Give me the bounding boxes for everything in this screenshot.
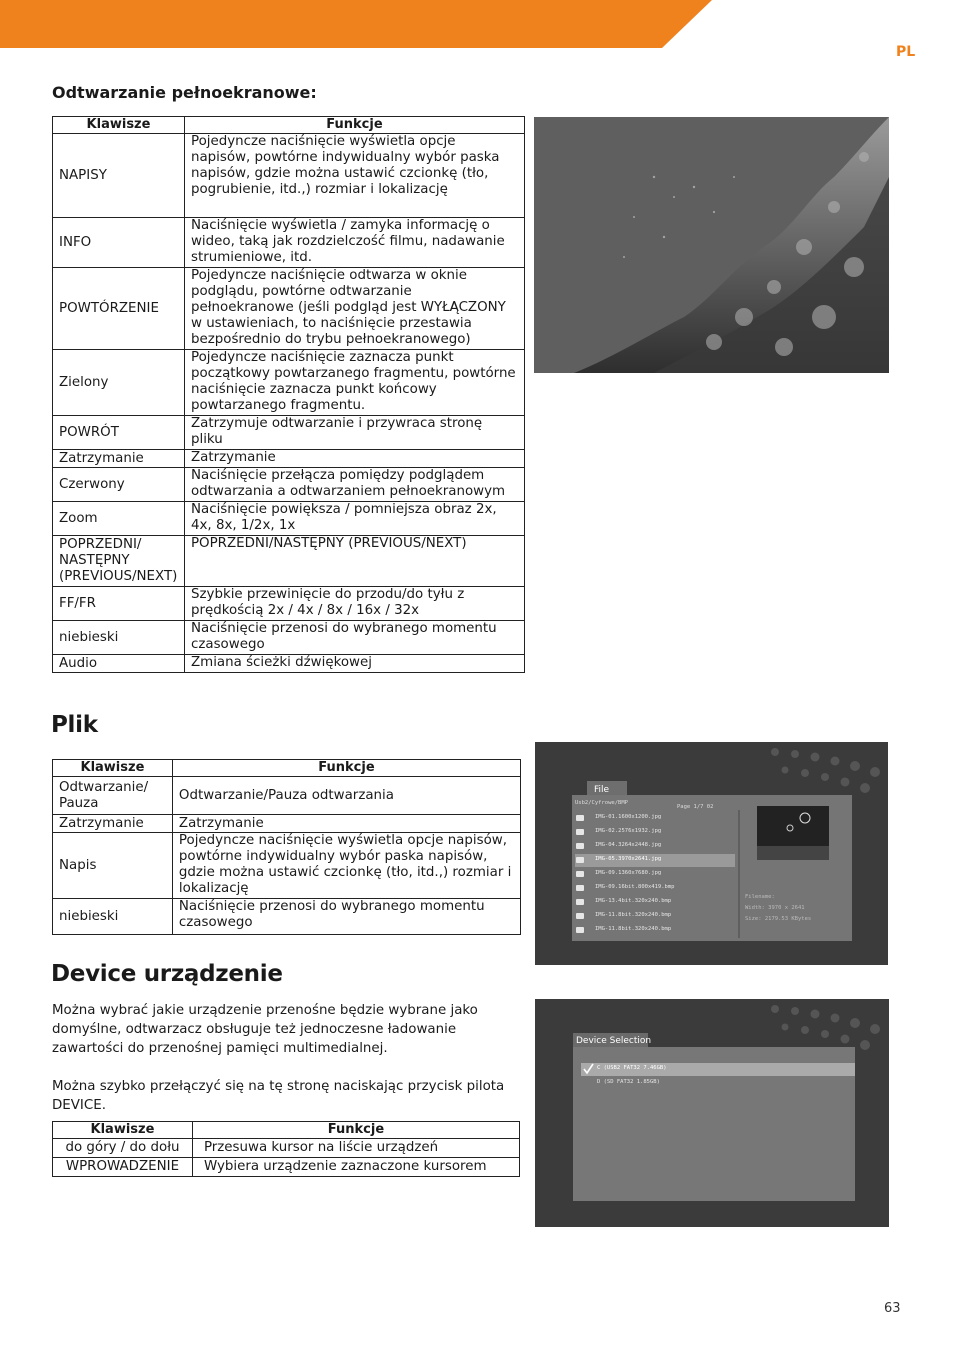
key-cell: Audio: [53, 655, 185, 673]
file-info-bytes: Size: 2179.53 KBytes: [745, 916, 812, 922]
header-functions: Funkcje: [192, 1122, 519, 1139]
table-row: [53, 268, 525, 350]
device-paragraph-1: Można wybrać jakie urządzenie przenośne będzie wybrane jako domyślne, odtwarzacz obsługuje też jednoczesne ładowanie zawartości do przenośnej pamięci multimedialnej.: [52, 1003, 478, 1056]
function-cell: Szybkie przewinięcie do przodu/do tyłu z prędkością 2x / 4x / 8x / 16x / 32x: [184, 587, 524, 621]
key-cell: POWRÓT: [53, 416, 185, 450]
device-item-selected[interactable]: C (USB2 FAT32 7.46GB): [597, 1065, 667, 1071]
file-item[interactable]: IMG-01.1600x1200.jpg: [595, 814, 662, 820]
header-functions: Funkcje: [172, 760, 520, 777]
function-cell: Pojedyncze naciśnięcie odtwarza w oknie podglądu, powtórne odtwarzanie pełnoekranowe (jeśli podgląd jest WYŁĄCZONY w ustawieniach, to naciśnięcie przestawia bezpośrednio do trybu pełnoekranowego): [184, 268, 524, 350]
key-cell: Zoom: [53, 502, 185, 536]
file-browser-screenshot: [535, 742, 888, 965]
key-cell: Zatrzymanie: [53, 450, 185, 468]
camera-icon: [576, 885, 584, 891]
device-keys-table: [52, 1121, 520, 1177]
file-section-title: Plik: [51, 712, 98, 738]
header-orange-bar: [0, 0, 954, 50]
camera-icon: [576, 927, 584, 933]
table-row: [53, 350, 525, 416]
header-keys: Klawisze: [53, 117, 185, 134]
table-row: [53, 899, 521, 935]
file-item-selected[interactable]: IMG-05.3970x2641.jpg: [595, 856, 662, 862]
table-row: [53, 468, 525, 502]
file-item[interactable]: IMG-11.8bit.320x240.bmp: [595, 912, 672, 918]
function-cell: POPRZEDNI/NASTĘPNY (PREVIOUS/NEXT): [184, 536, 524, 587]
key-cell: Zatrzymanie: [53, 815, 173, 833]
key-cell: FF/FR: [53, 587, 185, 621]
file-item[interactable]: IMG-13.4bit.320x240.bmp: [595, 898, 672, 904]
table-row: [53, 777, 521, 815]
camera-icon: [576, 857, 584, 863]
table-header-row: [53, 117, 525, 134]
table-header-row: [53, 760, 521, 777]
reef-photo: [534, 117, 889, 373]
function-cell: Wybiera urządzenie zaznaczone kursorem: [192, 1158, 519, 1177]
camera-icon: [576, 829, 584, 835]
folder-path: Usb2/Cyfrowe/BMP: [575, 800, 628, 806]
table-row: [53, 1158, 520, 1177]
key-cell: niebieski: [53, 621, 185, 655]
table-row: [53, 502, 525, 536]
key-cell: do góry / do dołu: [53, 1139, 193, 1158]
page-indicator: Page 1/7 02: [677, 804, 714, 810]
camera-icon: [576, 913, 584, 919]
function-cell: Naciśnięcie wyświetla / zamyka informację o wideo, taką jak rozdzielczość filmu, nadawanie strumieniowe, itd.: [184, 218, 524, 268]
key-cell: niebieski: [53, 899, 173, 935]
table-row: [53, 416, 525, 450]
table-row: [53, 450, 525, 468]
function-cell: Pojedyncze naciśnięcie wyświetla opcje napisów, powtórne indywidualny wybór paska napisów, gdzie można ustawić czcionkę (tło, itd.,) rozmiar i lokalizację: [172, 833, 520, 899]
table-row: [53, 1139, 520, 1158]
header-functions: Funkcje: [184, 117, 524, 134]
file-keys-table: [52, 759, 521, 935]
table-header-row: [53, 1122, 520, 1139]
device-selection-screenshot: [535, 999, 889, 1227]
function-cell: Pojedyncze naciśnięcie zaznacza punkt początkowy powtarzanego fragmentu, powtórne naciśnięcie zaznacza punkt końcowy powtarzanego fragmentu.: [184, 350, 524, 416]
file-info-size: Width: 3970 x 2641: [745, 905, 805, 911]
file-tab[interactable]: File: [594, 785, 610, 795]
key-cell: NAPISY: [53, 134, 185, 218]
function-cell: Przesuwa kursor na liście urządzeń: [192, 1139, 519, 1158]
table-row: [53, 218, 525, 268]
function-cell: Naciśnięcie powiększa / pomniejsza obraz 2x, 4x, 8x, 1/2x, 1x: [184, 502, 524, 536]
table-row: [53, 621, 525, 655]
key-cell: Napis: [53, 833, 173, 899]
key-cell: POPRZEDNI/ NASTĘPNY (PREVIOUS/NEXT): [53, 536, 185, 587]
fullscreen-keys-table: [52, 116, 525, 673]
function-cell: Zatrzymanie: [172, 815, 520, 833]
camera-icon: [576, 871, 584, 877]
header-keys: Klawisze: [53, 1122, 193, 1139]
file-info-name: Filename:: [745, 894, 775, 900]
function-cell: Zatrzymanie: [184, 450, 524, 468]
table-row: [53, 833, 521, 899]
key-cell: Zielony: [53, 350, 185, 416]
camera-icon: [576, 815, 584, 821]
table-row: [53, 815, 521, 833]
file-item[interactable]: IMG-09.16bit.800x419.bmp: [595, 884, 675, 890]
function-cell: Naciśnięcie przenosi do wybranego momentu czasowego: [172, 899, 520, 935]
function-cell: Naciśnięcie przenosi do wybranego momentu czasowego: [184, 621, 524, 655]
function-cell: Odtwarzanie/Pauza odtwarzania: [172, 777, 520, 815]
table-row: [53, 134, 525, 218]
key-cell: INFO: [53, 218, 185, 268]
file-item[interactable]: IMG-04.3264x2448.jpg: [595, 842, 662, 848]
table-row: [53, 655, 525, 673]
key-cell: WPROWADZENIE: [53, 1158, 193, 1177]
function-cell: Zmiana ścieżki dźwiękowej: [184, 655, 524, 673]
device-selection-tab[interactable]: Device Selection: [576, 1036, 652, 1046]
device-paragraph-2: Można szybko przełączyć się na tę stronę naciskając przycisk pilota DEVICE.: [52, 1079, 505, 1113]
file-item[interactable]: IMG-09.1360x7680.jpg: [595, 870, 662, 876]
file-item[interactable]: IMG-11.8bit.320x240.bmp: [595, 926, 672, 932]
camera-icon: [576, 843, 584, 849]
function-cell: Naciśnięcie przełącza pomiędzy podglądem odtwarzania a odtwarzaniem pełnoekranowym: [184, 468, 524, 502]
key-cell: Czerwony: [53, 468, 185, 502]
device-section-title: Device urządzenie: [51, 961, 283, 987]
key-cell: POWTÓRZENIE: [53, 268, 185, 350]
table-row: [53, 536, 525, 587]
table-row: [53, 587, 525, 621]
language-label: PL: [896, 44, 916, 60]
function-cell: Pojedyncze naciśnięcie wyświetla opcje napisów, powtórne indywidualny wybór paska napisów, gdzie można ustawić czcionkę (tło, pogrubienie, itd.,) rozmiar i lokalizację: [184, 134, 524, 218]
file-item[interactable]: IMG-02.2576x1932.jpg: [595, 828, 662, 834]
camera-icon: [576, 899, 584, 905]
key-cell: Odtwarzanie/ Pauza: [53, 777, 173, 815]
function-cell: Zatrzymuje odtwarzanie i przywraca stronę pliku: [184, 416, 524, 450]
fullscreen-heading: Odtwarzanie pełnoekranowe:: [52, 83, 317, 102]
device-item[interactable]: D (SD FAT32 1.85GB): [597, 1079, 660, 1085]
page-number: 63: [884, 1301, 901, 1316]
header-keys: Klawisze: [53, 760, 173, 777]
